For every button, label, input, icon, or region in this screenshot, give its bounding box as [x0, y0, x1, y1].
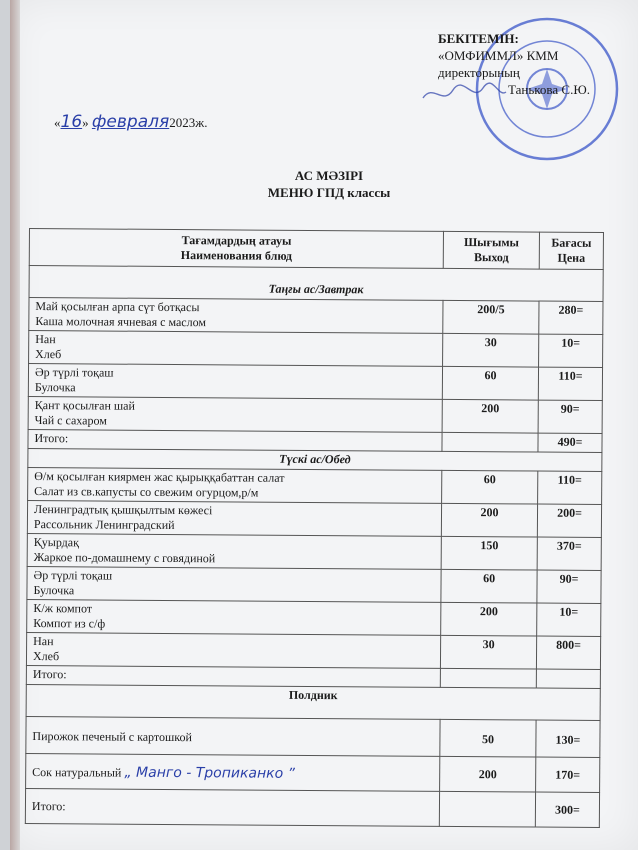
table-row: Сок натуральный „ Манго - Тропиканко ” 200 170= — [26, 753, 600, 792]
table-row: Нан Хлеб 30 10= — [29, 331, 603, 368]
section-lunch: Түскі ас/Обед — [28, 448, 602, 471]
date-open-quote: « — [54, 115, 61, 130]
table-row: Қуырдақ Жаркое по-домашнему с говядиной 150 370= — [27, 533, 601, 570]
table-header — [29, 229, 603, 270]
approval-position: директорының — [438, 65, 520, 80]
header-name: Тағамдардың атауы Наименования блюд — [29, 229, 443, 269]
approval-block — [438, 30, 590, 98]
table-row: Әр түрлі тоқаш Булочка 60 110= — [28, 364, 602, 401]
date-close-quote: » — [82, 115, 89, 130]
date-month: февраля — [91, 112, 170, 132]
section-breakfast: Таңғы ас/Завтрак — [29, 266, 603, 302]
table-row: Май қосылған арпа сүт ботқасы Каша молочная ячневая с маслом 200/5 280= — [29, 298, 603, 335]
approval-title: БЕКІТЕМІН: — [438, 31, 519, 46]
date-year: 2023ж. — [169, 115, 208, 130]
handwritten-note: „ Манго - Тропиканко ” — [124, 764, 295, 782]
approval-organization: «ОМФИММЛ» КММ — [438, 48, 559, 63]
table-row: Нан Хлеб 30 800= — [26, 632, 600, 669]
menu-table — [25, 228, 604, 828]
header-yield: Шығымы Выход — [443, 231, 539, 269]
sheet-edge — [10, 0, 20, 850]
table-row: Ө/м қосылған киярмен жас қырыққабаттан салат Салат из св.капусты со свежим огурцом,р/м 60 110= — [28, 467, 602, 504]
snack-total-row: Итого: 300= — [25, 788, 599, 827]
section-snack: Полдник — [26, 684, 600, 720]
table-row: Ленинградтық қышқылтым көжесі Рассольник Ленинградский 200 200= — [27, 500, 601, 537]
approval-name: Танькова С.Ю. — [508, 82, 590, 97]
table-row: Қант қосылған шай Чай с сахаром 200 90= — [28, 396, 602, 433]
header-price: Бағасы Цена — [539, 232, 603, 269]
table-row: Пирожок печеный с картошкой 50 130= — [26, 716, 600, 757]
menu-title-kz: АС МӘЗІРІ — [294, 168, 364, 183]
breakfast-total-row: Итого: 490= — [28, 429, 602, 452]
lunch-total-row: Итого: — [26, 665, 600, 688]
date-day: 16 — [60, 112, 83, 132]
menu-title-ru: МЕНЮ ГПД классы — [267, 185, 391, 200]
table-row: Әр түрлі тоқаш Булочка 60 90= — [27, 566, 601, 603]
table-row: К/ж компот Компот из с/ф 200 10= — [27, 599, 601, 636]
date-line — [54, 112, 207, 132]
